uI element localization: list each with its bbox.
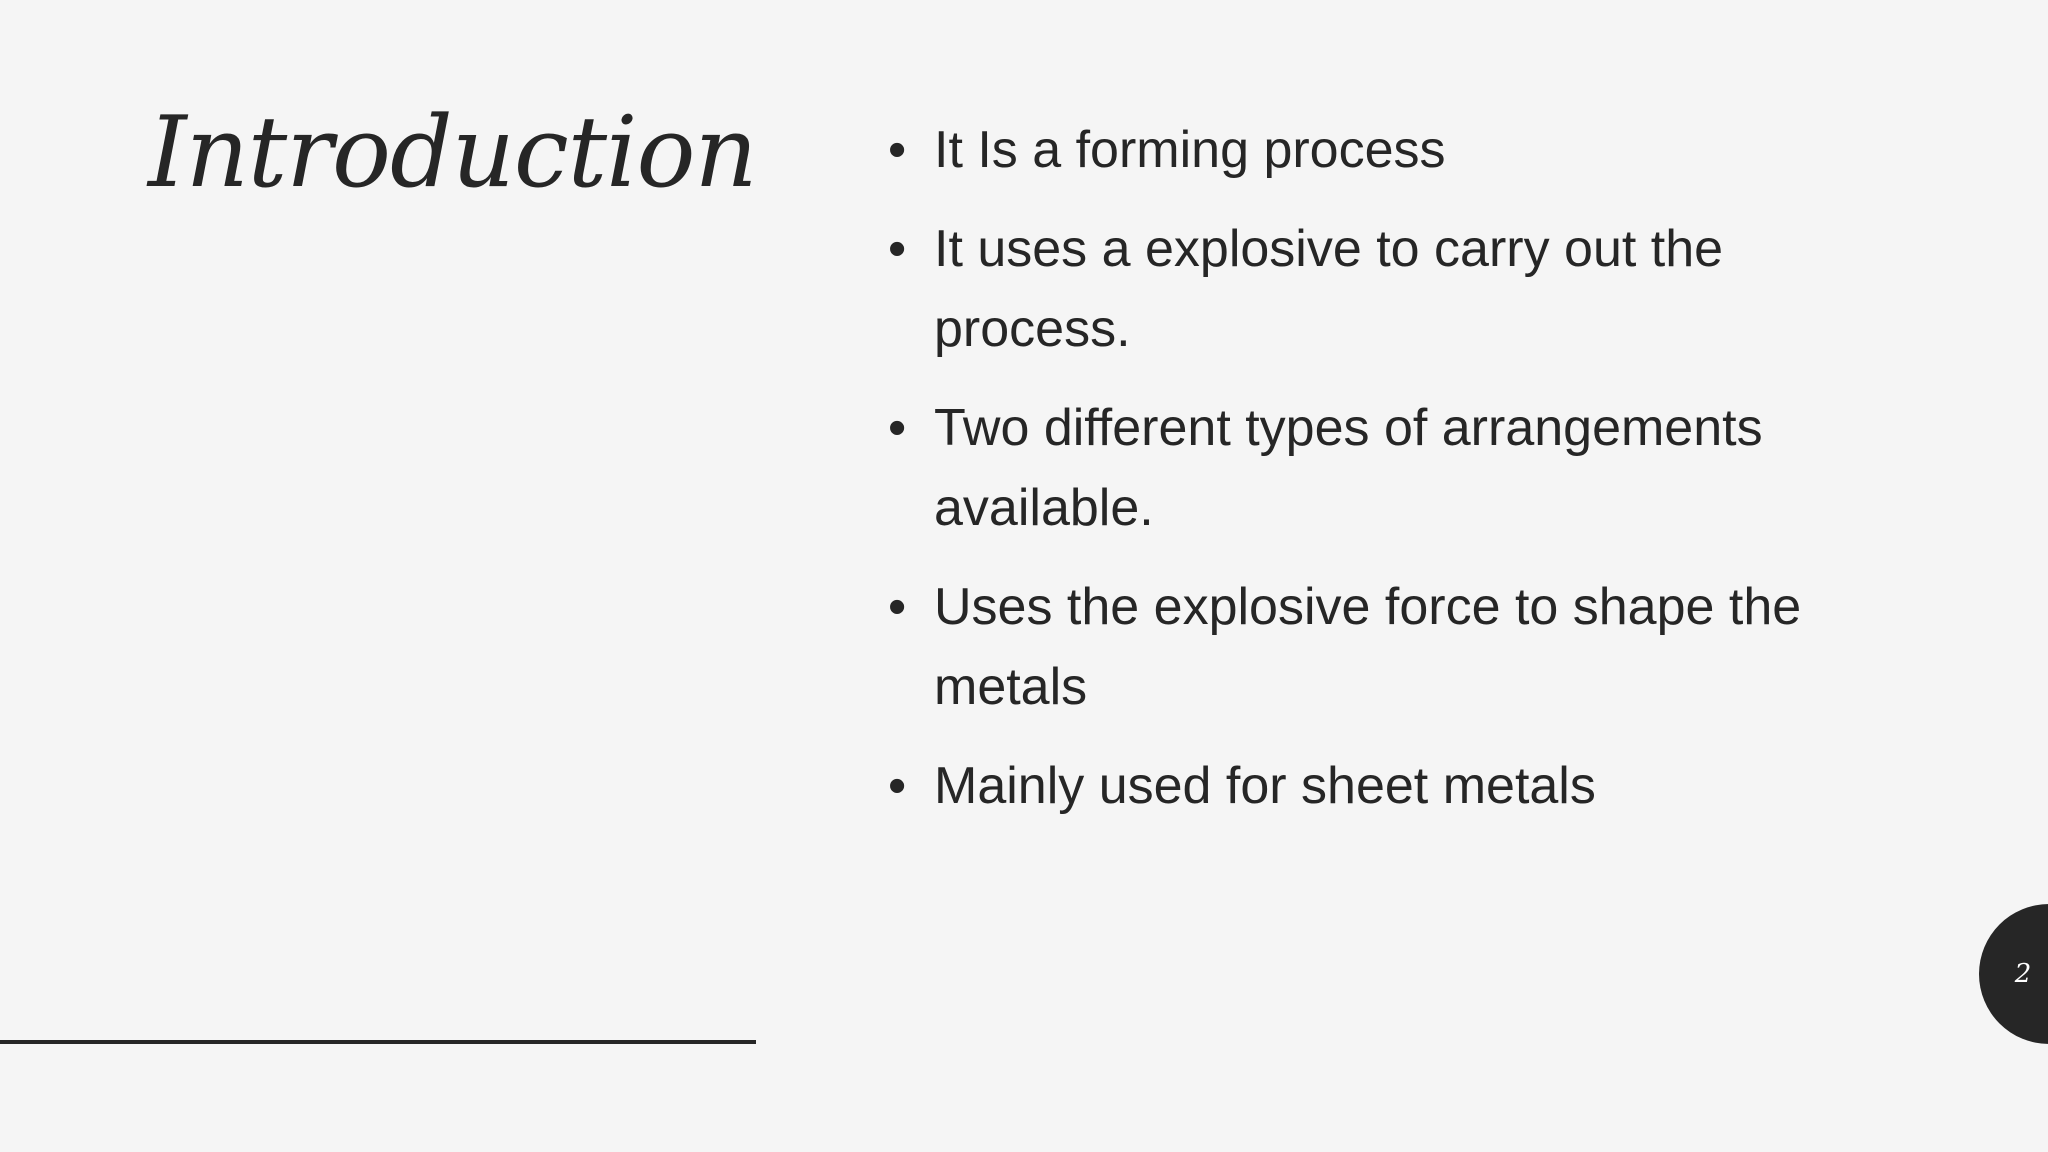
page-number: 2	[2014, 959, 2032, 989]
bullet-text: Two different types of arrangements available.	[934, 399, 1763, 537]
bullet-icon: •	[888, 578, 907, 636]
slide-title: Introduction	[148, 96, 757, 210]
bullet-list	[880, 110, 1880, 826]
page-number-badge	[1979, 904, 2048, 1044]
slide-content	[880, 110, 1880, 845]
bullet-icon: •	[888, 399, 907, 457]
bullet-icon: •	[888, 757, 907, 815]
bullet-icon: •	[888, 220, 907, 278]
bullet-item	[880, 110, 1880, 190]
bullet-item	[880, 209, 1880, 369]
bullet-text: It Is a forming process	[934, 121, 1446, 179]
bullet-text: Uses the explosive force to shape the metals	[934, 578, 1802, 716]
bullet-item	[880, 388, 1880, 548]
bullet-text: Mainly used for sheet metals	[934, 757, 1596, 815]
title-divider	[0, 1040, 756, 1044]
bullet-item	[880, 567, 1880, 727]
bullet-icon: •	[888, 121, 907, 179]
bullet-text: It uses a explosive to carry out the process.	[934, 220, 1724, 358]
bullet-item	[880, 746, 1880, 826]
